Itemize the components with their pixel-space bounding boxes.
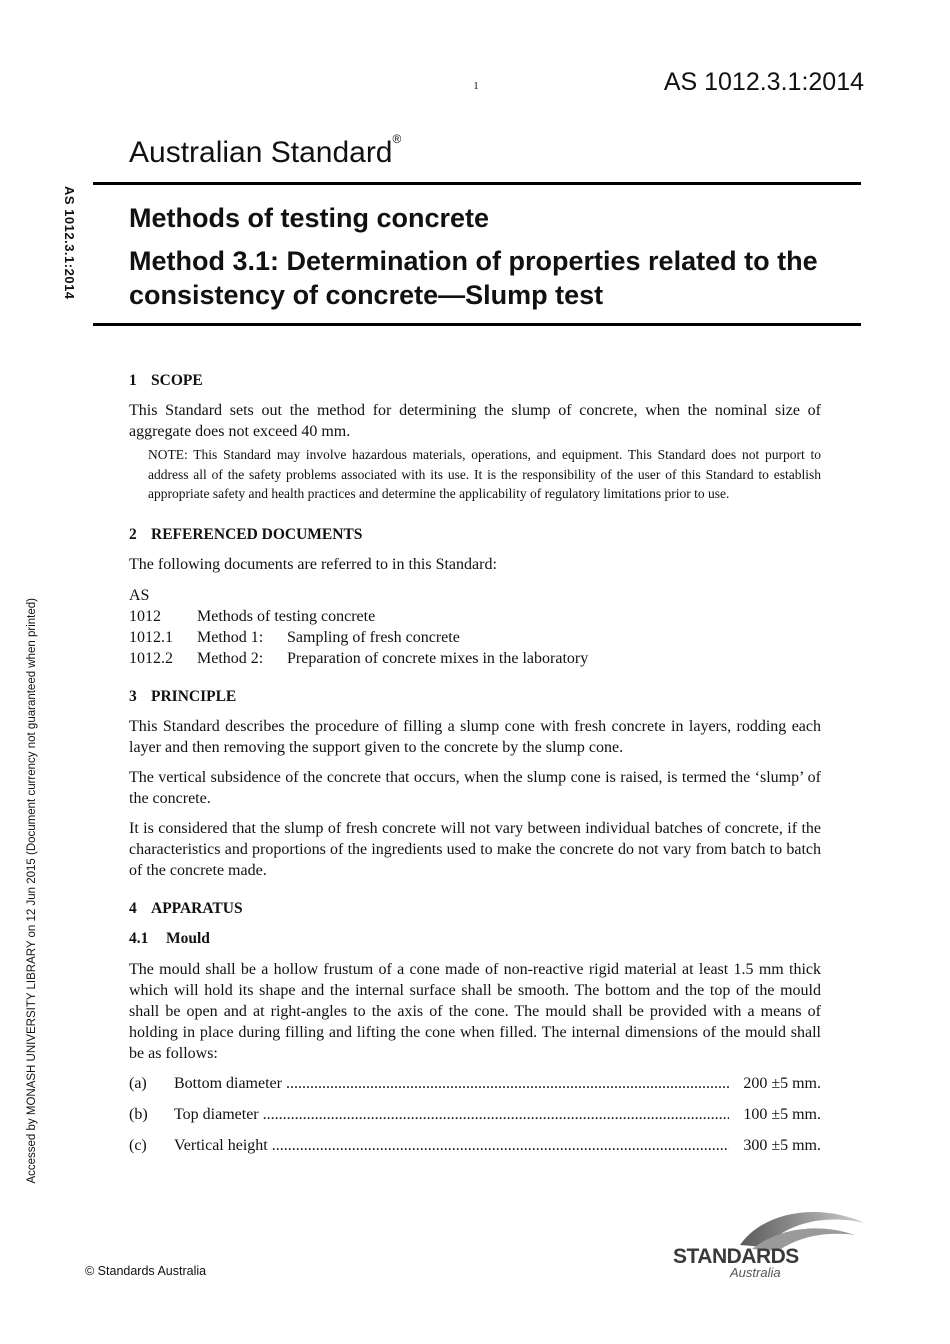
top-rule (93, 182, 861, 185)
section-heading: 2 REFERENCED DOCUMENTS (129, 525, 363, 543)
section-heading: 4 APPARATUS (129, 899, 243, 917)
references-intro: The following documents are referred to in this Standard: (129, 555, 497, 573)
dimension-row: (a) Bottom diameter ..... 200 ±5 mm. (129, 1073, 821, 1094)
mould-text: The mould shall be a hollow frustum of a cone made of non-reactive rigid material at least 1.5 mm thick which will hold its shape and the internal surface shall be smooth. The bottom and the top of the mould shall be open and at right-angles to the axis of the cone. The mould shall be provided with a means of holding in place during filling and lifting the cone when filled. The internal dimensions of the mould shall be as follows: (129, 960, 821, 1062)
dimension-row: (c) Vertical height ..... 300 ±5 mm. (129, 1135, 821, 1156)
section-references (129, 524, 821, 669)
principle-paragraph: The vertical subsidence of the concrete that occurs, when the slump cone is raised, is termed the ‘slump’ of the concrete. (129, 768, 821, 807)
side-standard-id: AS 1012.3.1:2014 (62, 186, 77, 300)
page-number: 1 (473, 80, 479, 92)
dimension-row: (b) Top diameter ..... 100 ±5 mm. (129, 1104, 821, 1125)
swoosh-icon (670, 1205, 870, 1280)
section-scope (129, 370, 821, 504)
section-heading: 1 SCOPE (129, 372, 203, 389)
scope-text: This Standard sets out the method for determining the slump of concrete, when the nominal size of aggregate does not exceed 40 mm. (129, 402, 821, 440)
reference-item: 1012.1 Method 1: Sampling of fresh concrete (129, 628, 460, 646)
document-title: Methods of testing concrete (129, 203, 490, 233)
standard-id: AS 1012.3.1:2014 (663, 68, 864, 96)
subsection-heading: 4.1 Mould (129, 929, 210, 947)
bottom-rule (93, 323, 861, 326)
scope-note: NOTE: This Standard may involve hazardous materials, operations, and equipment. This Standard does not purport to address all of the safety problems associated with its use. It is the responsibility of the user of this Standard to establish appropriate safety and health practices and determine the applicability of regulatory limitations prior to use. (148, 447, 821, 501)
copyright-footer: © Standards Australia (85, 1264, 207, 1278)
reference-item: 1012 Methods of testing concrete (129, 607, 376, 625)
standards-australia-logo (670, 1205, 870, 1280)
section-heading: 3 PRINCIPLE (129, 687, 237, 705)
reference-item: 1012.2 Method 2: Preparation of concrete mixes in the laboratory (129, 649, 589, 667)
principle-paragraph: It is considered that the slump of fresh concrete will not vary between individual batches of concrete, if the characteristics and proportions of the ingredients used to make the concrete do not vary from batch to batch of the concrete made. (129, 819, 821, 879)
logo-word: STANDARDS (673, 1245, 799, 1268)
registered-mark: ® (392, 132, 402, 146)
access-note: Accessed by MONASH UNIVERSITY LIBRARY on 12 Jun 2015 (Document currency not guaranteed when printed) (26, 598, 38, 1184)
document-body (129, 370, 821, 1173)
brand-title: Australian Standard® (129, 132, 402, 169)
method-title: Method 3.1: Determination of properties related to the consistency of concrete—Slump test (129, 246, 818, 310)
section-principle (129, 686, 821, 881)
section-apparatus (129, 898, 821, 1156)
principle-paragraph: This Standard describes the procedure of filling a slump cone with fresh concrete in layers, rodding each layer and then removing the support given to the concrete by the slump cone. (129, 717, 821, 756)
reference-group: AS (129, 586, 150, 604)
logo-subword: Australia (730, 1265, 781, 1280)
